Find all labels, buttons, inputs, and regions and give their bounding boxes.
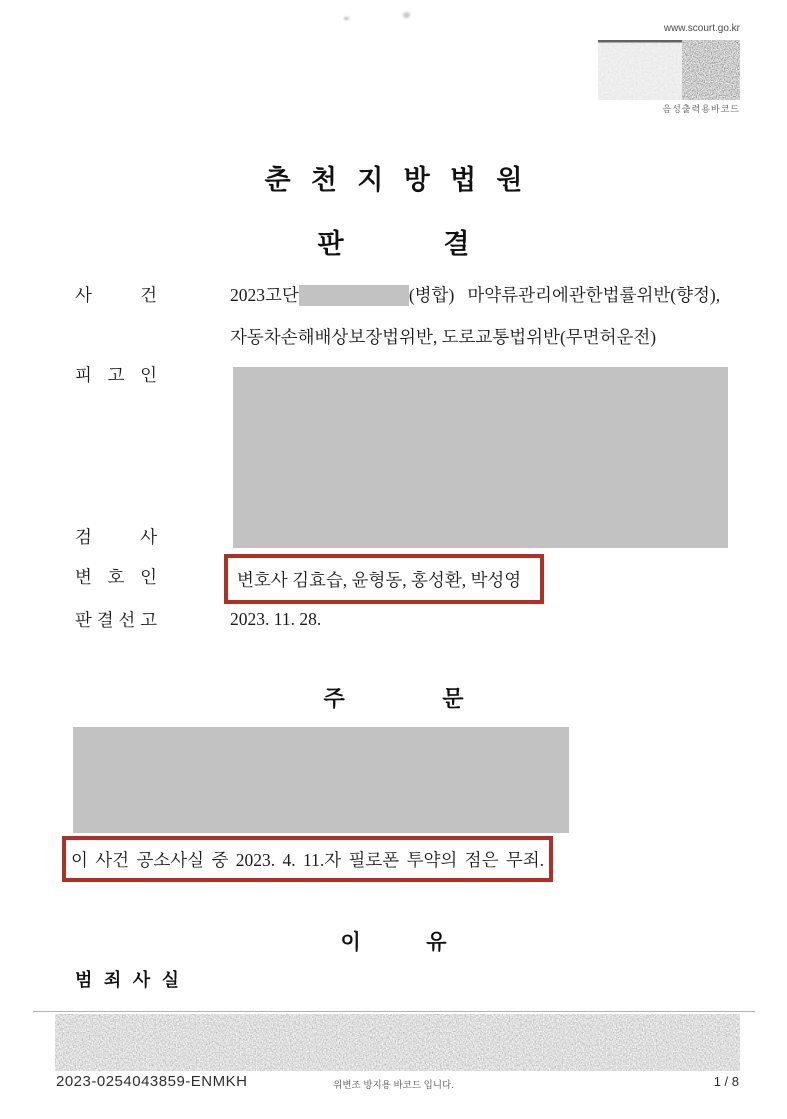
faded-barcode-image bbox=[598, 40, 682, 100]
separator-line bbox=[33, 1011, 755, 1012]
counsel-highlight-box bbox=[224, 554, 544, 604]
case-number-line bbox=[230, 284, 720, 306]
order-redaction-box bbox=[73, 727, 569, 833]
prosecutor-label: 검 사 bbox=[75, 527, 157, 547]
case-number-prefix: 2023고단 bbox=[230, 285, 299, 305]
barcode-footnote: 위변조 방지용 바코드 입니다. bbox=[333, 1080, 454, 1091]
sentencing-date-label: 판 결 선 고 bbox=[75, 610, 157, 630]
judgment-heading bbox=[0, 222, 787, 261]
scan-artifact bbox=[344, 17, 349, 20]
document-id: 2023-0254043859-ENMKH bbox=[56, 1073, 248, 1090]
crime-facts-heading bbox=[75, 966, 179, 992]
defendant-info-redaction-box bbox=[233, 367, 728, 548]
order-heading bbox=[0, 682, 787, 713]
voice-barcode-block bbox=[598, 40, 740, 100]
reasons-heading-text: 이 유 bbox=[340, 931, 447, 954]
case-number-redaction-box bbox=[299, 285, 409, 306]
scan-artifact bbox=[403, 12, 410, 18]
counsel-names: 변호사 김효습, 윤형동, 홍성환, 박성영 bbox=[237, 569, 522, 590]
judgment-heading-text: 판 결 bbox=[317, 229, 470, 259]
page-number: 1 / 8 bbox=[713, 1074, 739, 1089]
case-charges-line1: (병합) 마약류관리에관한법률위반(향정), bbox=[408, 285, 721, 305]
court-website-url: www.scourt.go.kr bbox=[663, 23, 740, 34]
acquittal-highlight-box bbox=[62, 836, 553, 882]
acquittal-sentence: 이 사건 공소사실 중 2023. 4. 11.자 필로폰 투약의 점은 무죄. bbox=[71, 849, 545, 870]
qr-barcode-image bbox=[682, 40, 740, 100]
case-charges-line2: 자동차손해배상보장법위반, 도로교통법위반(무면허운전) bbox=[230, 327, 657, 347]
crime-facts-heading-text: 범 죄 사 실 bbox=[75, 970, 179, 990]
reasons-heading bbox=[0, 926, 787, 956]
anti-forgery-barcode-image bbox=[55, 1014, 740, 1071]
court-name-text: 춘 천 지 방 법 원 bbox=[264, 165, 523, 195]
order-heading-text: 주 문 bbox=[323, 686, 464, 711]
counsel-label: 변 호 인 bbox=[75, 567, 157, 587]
sentencing-date-value: 2023. 11. 28. bbox=[230, 609, 322, 629]
defendant-label: 피 고 인 bbox=[75, 365, 157, 385]
case-label: 사 건 bbox=[75, 285, 157, 305]
voice-barcode-caption: 음성출력용바코드 bbox=[662, 104, 740, 114]
court-name-heading bbox=[0, 158, 787, 197]
